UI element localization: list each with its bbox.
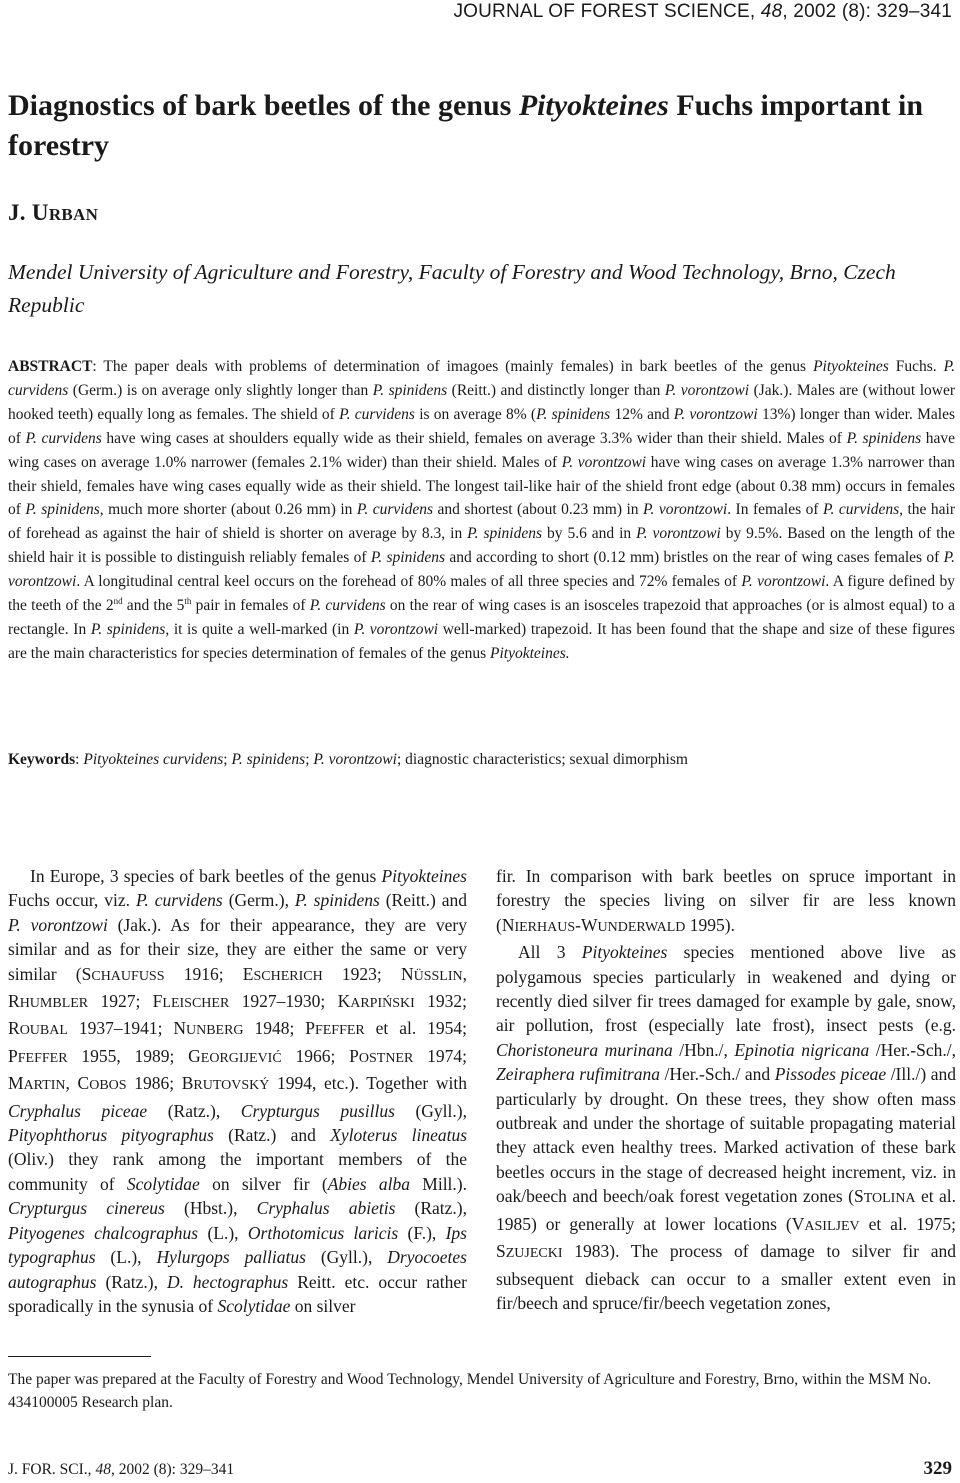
paper-title: Diagnostics of bark beetles of the genus Pityokteines Fuchs important in forestry [8, 89, 924, 162]
body-paragraph: In Europe, 3 species of bark beetles of the genus Pityokteines Fuchs occur, viz. P. curvidens (Germ.), P. spinidens (Reitt.) and P. vorontzowi (Jak.). As for their appearance, they are very similar and as for their size, they are either the same or very similar (SCHAUFUSS 1916; ESCHERICH 1923; NÜSSLIN, RHUMBLER 1927; FLEISCHER 1927–1930; KARPIŃSKI 1932; ROUBAL 1937–1941; NUNBERG 1948; PFEFFER et al. 1954; PFEFFER 1955, 1989; GEORGIJEVIĆ 1966; POSTNER 1974; MARTIN, COBOS 1986; BRUTOVSKÝ 1994, etc.). Together with Cryphalus piceae (Ratz.), Crypturgus pusillus (Gyll.), Pityophthorus pityographus (Ratz.) and Xyloterus lineatus (Oliv.) they rank among the important members of the community of Scolytidae on silver fir (Abies alba Mill.). Crypturgus cinereus (Hbst.), Cryphalus abietis (Ratz.), Pityogenes chalcographus (L.), Orthotomicus laricis (F.), Ips typographus (L.), Hylurgops palliatus (Gyll.), Dryocoetes autographus (Ratz.), D. hectographus Reitt. etc. occur rather sporadically in the synusia of Scolytidae on silver [8, 866, 468, 1316]
abstract: ABSTRACT: The paper deals with problems of determination of imagoes (mainly females) in bark beetles of the genus Pityokteines Fuchs. P. curvidens (Germ.) is on average only slightly longer than P. spinidens (Reitt.) and distinctly longer than P. vorontzowi (Jak.). Males are (without lower hooked teeth) equally long as females. The shield of P. curvidens is on average 8% (P. spinidens 12% and P. vorontzowi 13%) longer than wider. Males of P. curvidens have wing cases at shoulders equally wide as their shield, females on average 3.3% wider than their shield. Males of P. spinidens have wing cases on average 1.0% narrower (females 2.1% wider) than their shield. Males of P. vorontzowi have wing cases on average 1.3% narrower than their shield, females have wing cases equally wide as their shield. The longest tail-like hair of the shield front edge (about 0.38 mm) occurs in females of P. spinidens, much more shorter (about 0.26 mm) in P. curvidens and shortest (about 0.23 mm) in P. vorontzowi. In females of P. curvidens, the hair of forehead as against the hair of shield is shorter on average by 8.3, in P. spinidens by 5.6 and in P. vorontzowi by 9.5%. Based on the length of the shield hair it is possible to distinguish reliably females of P. spinidens and according to short (0.12 mm) bristles on the rear of wing cases females of P. vorontzowi. A longitudinal central keel occurs on the forehead of 80% males of all three species and 72% females of P. vorontzowi. A figure defined by the teeth of the 2nd and the 5th pair in females of P. curvidens on the rear of wing cases is an isosceles trapezoid that approaches (or is almost equal) to a rectangle. In P. spinidens, it is quite a well-marked (in P. vorontzowi well-marked) trapezoid. It has been found that the shape and size of these figures are the main characteristics for species determination of females of the genus Pityokteines. [8, 358, 956, 662]
body-paragraph: fir. In comparison with bark beetles on spruce important in forestry the species living on silver fir are less known (NIERHAUS-WUNDERWALD 1995). [496, 866, 956, 935]
body-paragraph: All 3 Pityokteines species mentioned above live as polygamous species particularly in weakened and dying or recently died silver fir trees damaged for example by gale, snow, air pollution, frost (especially late frost), insect pests (e.g. Choristoneura murinana /Hbn./, Epinotia nigricana /Her.-Sch./, Zeiraphera rufimitrana /Her.-Sch./ and Pissodes piceae /Ill./) and particularly by drought. On these trees, they show often mass outbreak and under the shortage of suitable propagating material they attack even healthy trees. Marked activation of these bark beetles occurs in the stage of decreased height increment, viz. in oak/beech and beech/oak forest vegetation zones (STOLINA et al. 1985) or generally at lower locations (VASILJEV et al. 1975; SZUJECKI 1983). The process of damage to silver fir and subsequent dieback can occur to a smaller extent even in fir/beech and spruce/fir/beech vegetation zones, [496, 942, 956, 1313]
abstract-label: ABSTRACT [8, 358, 93, 375]
body-column-left [8, 864, 467, 1318]
author: J. URBAN [8, 200, 99, 225]
keywords: Keywords: Pityokteines curvidens; P. spinidens; P. vorontzowi; diagnostic characteristics; sexual dimorphism [8, 751, 688, 768]
page-number: 329 [923, 1458, 952, 1479]
running-head: JOURNAL OF FOREST SCIENCE, 48, 2002 (8): 329–341 [453, 1, 952, 22]
body-column-right [496, 864, 956, 1315]
footnote-rule [8, 1356, 151, 1357]
footnote: The paper was prepared at the Faculty of Forestry and Wood Technology, Mendel University of Agriculture and Forestry, Brno, within the MSM No. 434100005 Research plan. [8, 1371, 932, 1411]
footer-citation: J. FOR. SCI., 48, 2002 (8): 329–341 [8, 1461, 235, 1478]
affiliation: Mendel University of Agriculture and Forestry, Faculty of Forestry and Wood Technology, Brno, Czech Republic [8, 260, 896, 317]
